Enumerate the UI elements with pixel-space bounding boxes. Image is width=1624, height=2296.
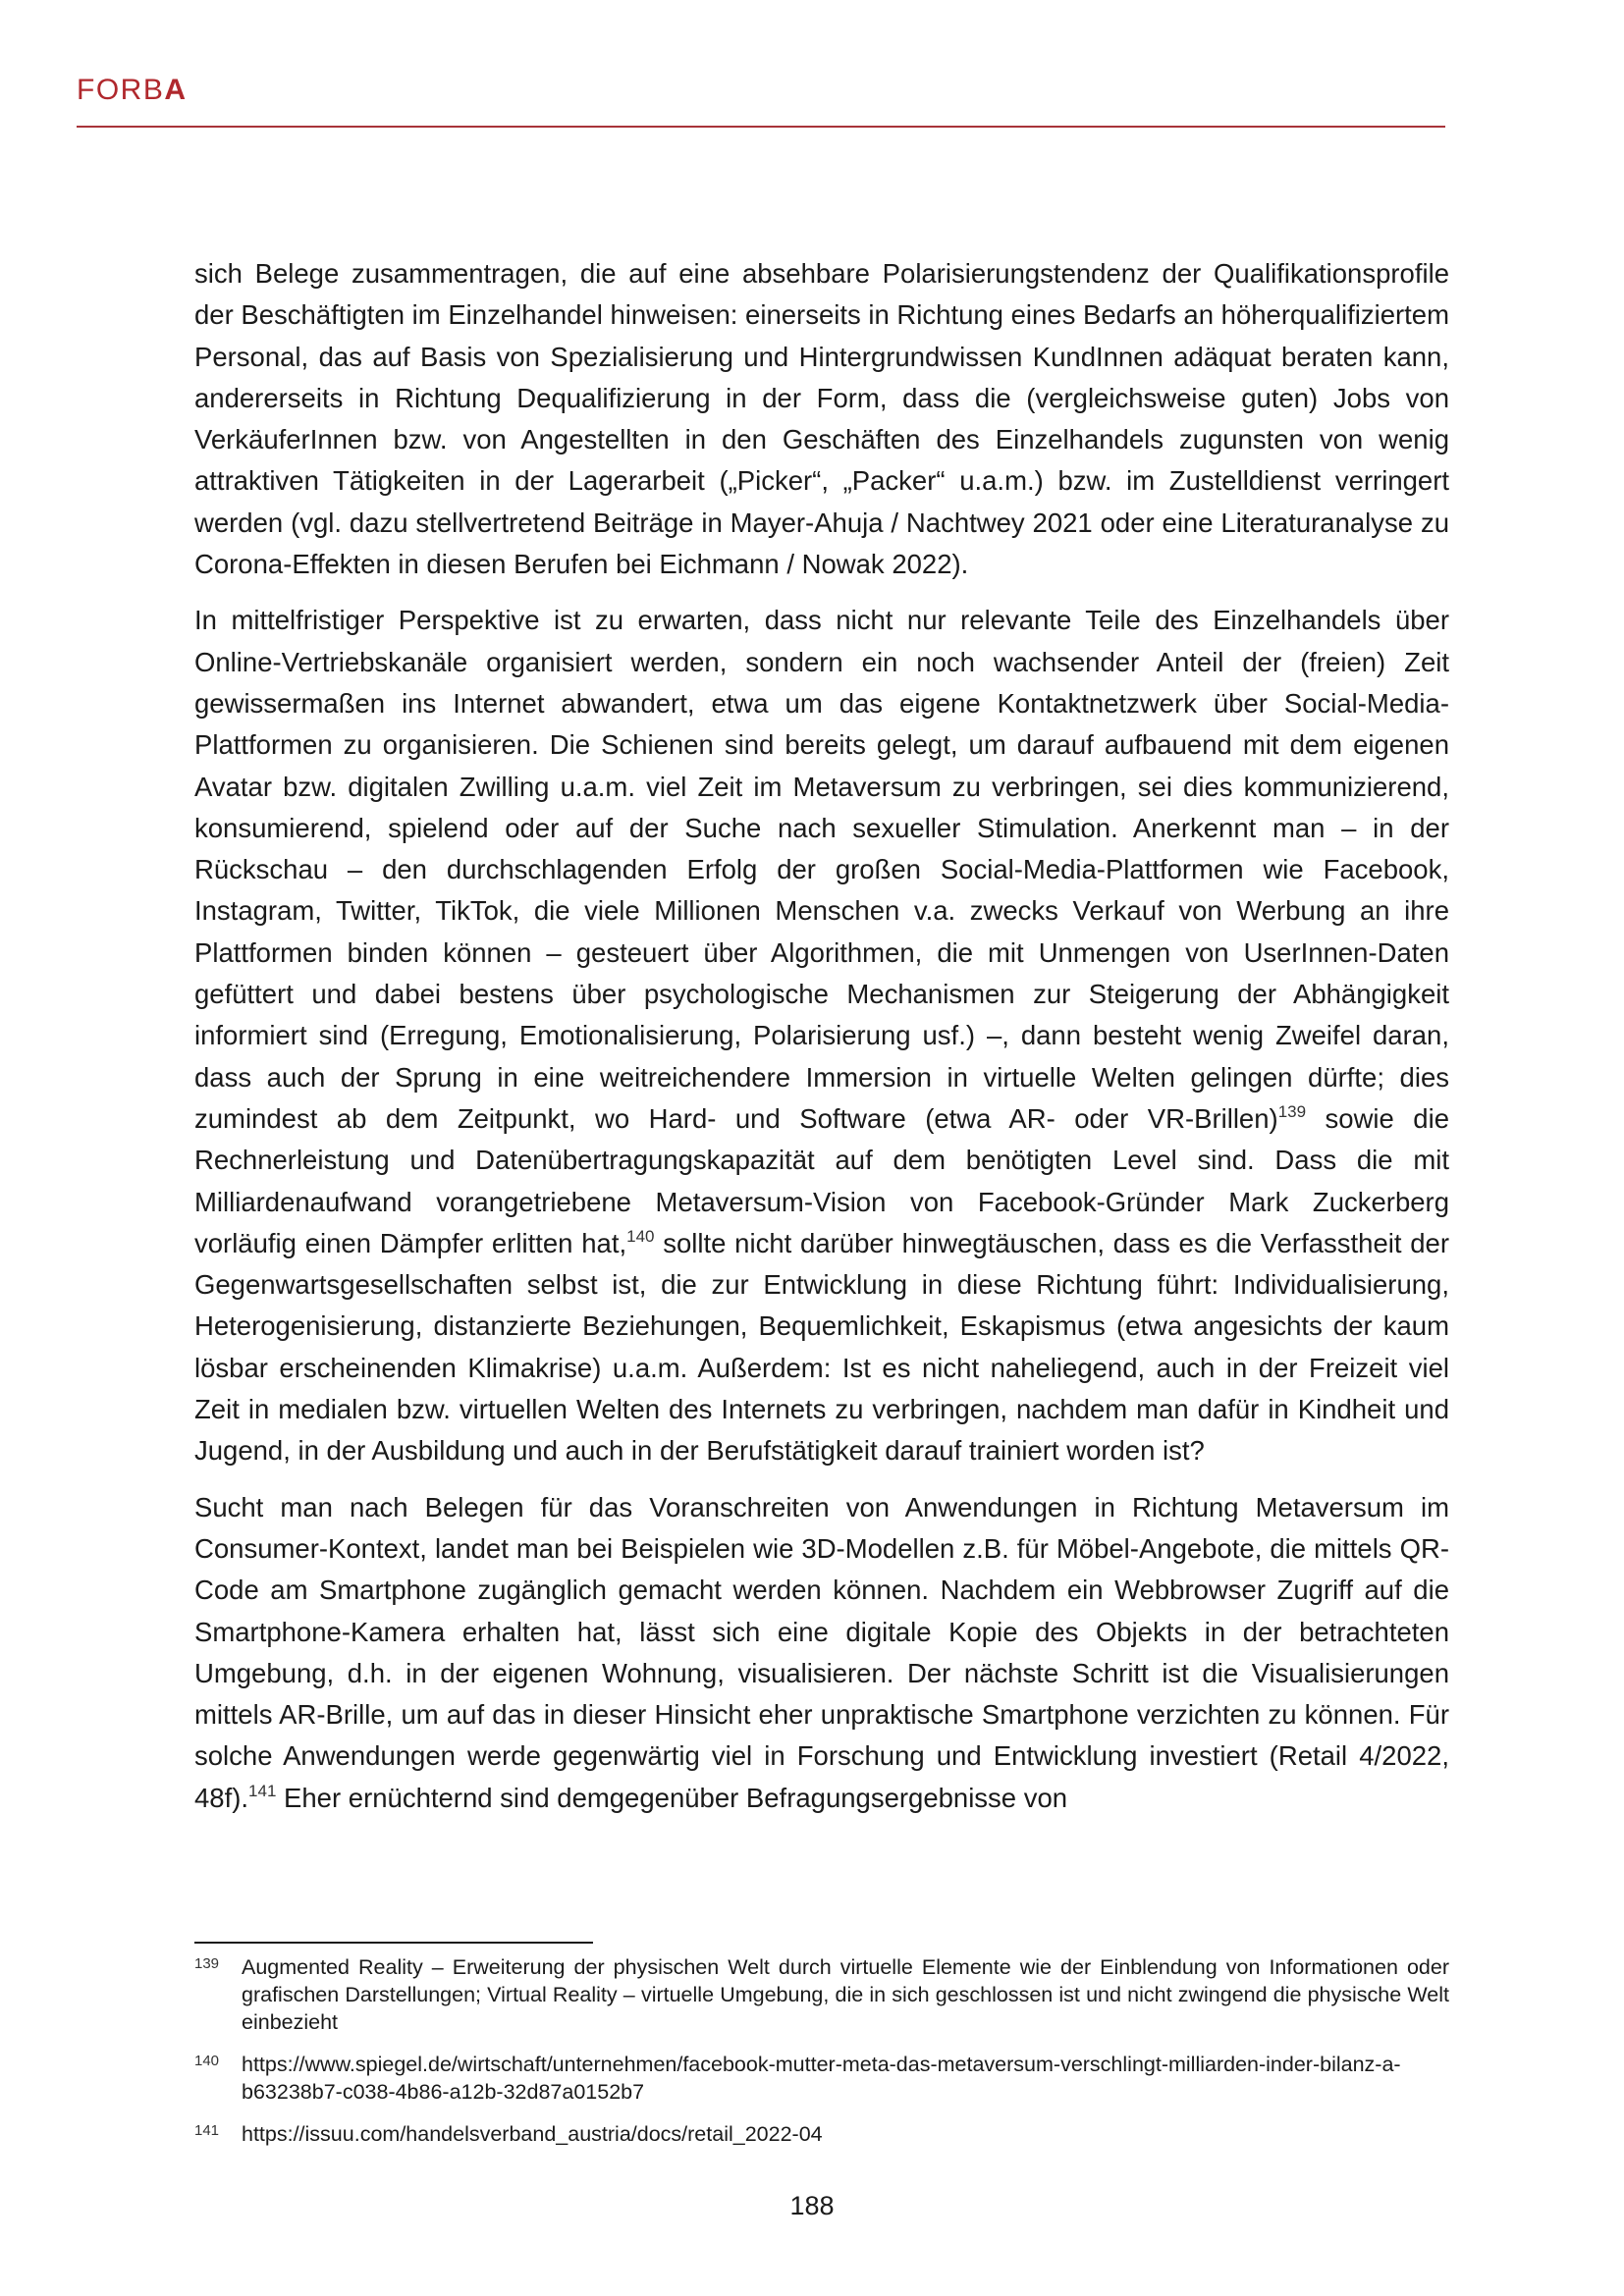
paragraph-2 xyxy=(194,600,1449,1471)
forba-logo xyxy=(77,71,1445,110)
footnote-divider xyxy=(194,1942,593,1944)
footnote-link-text[interactable]: https://issuu.com/handelsverband_austria/docs/retail_2022-04 xyxy=(242,2122,823,2146)
body-text xyxy=(194,253,1449,1834)
footnote-140 xyxy=(194,2051,1449,2106)
footnote-text: Augmented Reality – Erweiterung der physischen Welt durch virtuelle Elemente wie der Einblendung von Informationen oder grafischen Darstellungen; Virtual Reality – virtuelle Umgebung, die in sich geschlossen ist und nicht zwingend die physische Welt einbezieht xyxy=(242,1955,1449,2034)
paragraph-1 xyxy=(194,253,1449,585)
footnote-ref-141[interactable]: 141 xyxy=(248,1781,277,1800)
header-divider xyxy=(77,126,1445,128)
logo-bold-text: A xyxy=(164,74,188,106)
paragraph-1-text: sich Belege zusammentragen, die auf eine absehbare Polarisierungstendenz der Qualifikationsprofile der Beschäftigten im Einzelhandel hinweisen: einerseits in Richtung eines Bedarfs an höherqualifiziertem Personal, das auf Basis von Spezialisierung und Hintergrundwissen KundInnen adäquat beraten kann, andererseits in Richtung Dequalifizierung in der Form, dass die (vergleichsweise guten) Jobs von VerkäuferInnen bzw. von Angestellten in den Geschäften des Einzelhandels zugunsten von wenig attraktiven Tätigkeiten in der Lagerarbeit („Picker“, „Packer“ u.a.m.) bzw. im Zustelldienst verringert werden (vgl. dazu stellvertretend Beiträge in Mayer-Ahuja / Nachtwey 2021 oder eine Literaturanalyse zu Corona-Effekten in diesen Berufen bei Eichmann / Nowak 2022). xyxy=(194,258,1449,580)
paragraph-3 xyxy=(194,1487,1449,1819)
logo-regular-text: FORB xyxy=(77,74,165,106)
footnote-link-text[interactable]: https://www.spiegel.de/wirtschaft/unternehmen/facebook-mutter-meta-das-metaversum-verschlingt-milliarden-inder-bilanz-a-b63238b7-c038-4b86-a12b-32d87a0152b7 xyxy=(242,2053,1401,2104)
footnote-141 xyxy=(194,2120,1449,2148)
paragraph-2-text-c: sollte nicht darüber hinwegtäuschen, dass es die Verfasstheit der Gegenwartsgesellschaften selbst ist, die zur Entwicklung in diese Richtung führt: Individualisierung, Heterogenisierung, distanzierte Beziehungen, Bequemlichkeit, Eskapismus (etwa angesichts der kaum lösbar erscheinenden Klimakrise) u.a.m. Außerdem: Ist es nicht naheliegend, auch in der Freizeit viel Zeit in medialen bzw. virtuellen Welten des Internets zu verbringen, nachdem man dafür in Kindheit und Jugend, in der Ausbildung und auch in der Berufstätigkeit darauf trainiert worden ist? xyxy=(194,1227,1449,1467)
paragraph-3-text-b: Eher ernüchternd sind demgegenüber Befragungsergebnisse von xyxy=(276,1782,1068,1813)
footnote-number: 141 xyxy=(194,2122,220,2139)
paragraph-2-text-a: In mittelfristiger Perspektive ist zu erwarten, dass nicht nur relevante Teile des Einzelhandels über Online-Vertriebskanäle organisiert werden, sondern ein noch wachsender Anteil der (freien) Zeit gewissermaßen ins Internet abwandert, etwa um das eigene Kontaktnetzwerk über Social-Media-Plattformen zu organisieren. Die Schienen sind bereits gelegt, um darauf aufbauend mit dem eigenen Avatar bzw. digitalen Zwilling u.a.m. viel Zeit im Metaversum zu verbringen, sei dies kommunizierend, konsumierend, spielend oder auf der Suche nach sexueller Stimulation. Anerkennt man – in der Rückschau – den durchschlagenden Erfolg der großen Social-Media-Plattformen wie Facebook, Instagram, Twitter, TikTok, die viele Millionen Menschen v.a. zwecks Verkauf von Werbung an ihre Plattformen binden können – gesteuert über Algorithmen, die mit Unmengen von UserInnen-Daten gefüttert und dabei bestens über psychologische Mechanismen zur Steigerung der Abhängigkeit informiert sind (Erregung, Emotionalisierung, Polarisierung usf.) –, dann besteht wenig Zweifel daran, dass auch der Sprung in eine weitreichendere Immersion in virtuelle Welten gelingen dürfte; dies zumindest ab dem Zeitpunkt, wo Hard- und Software (etwa AR- oder VR-Brillen) xyxy=(194,605,1449,1134)
footnote-ref-139[interactable]: 139 xyxy=(1277,1101,1307,1121)
footnote-ref-140[interactable]: 140 xyxy=(626,1226,655,1246)
page-number: 188 xyxy=(789,2191,835,2220)
footnote-139 xyxy=(194,1953,1449,2036)
footnote-number: 139 xyxy=(194,1955,220,1972)
footnote-number: 140 xyxy=(194,2053,220,2069)
page-header xyxy=(77,71,1445,110)
paragraph-3-text-a: Sucht man nach Belegen für das Voranschreiten von Anwendungen in Richtung Metaversum im Consumer-Kontext, landet man bei Beispielen wie 3D-Modellen z.B. für Möbel-Angebote, die mittels QR-Code am Smartphone zugänglich gemacht werden können. Nachdem ein Webbrowser Zugriff auf die Smartphone-Kamera erhalten hat, lässt sich eine digitale Kopie des Objekts in der betrachteten Umgebung, d.h. in der eigenen Wohnung, visualisieren. Der nächste Schritt ist die Visualisierungen mittels AR-Brille, um auf das in dieser Hinsicht eher unpraktische Smartphone verzichten zu können. Für solche Anwendungen werde gegenwärtig viel in Forschung und Entwicklung investiert (Retail 4/2022, 48f). xyxy=(194,1491,1449,1813)
paragraph-2-text-b: sowie die Rechnerleistung und Datenübertragungskapazität auf dem benötigten Level sind. Dass die mit Milliardenaufwand vorangetriebene Metaversum-Vision von Facebook-Gründer Mark Zuckerberg vorläufig einen Dämpfer erlitten hat, xyxy=(194,1102,1449,1258)
footnotes xyxy=(194,1953,1449,2163)
